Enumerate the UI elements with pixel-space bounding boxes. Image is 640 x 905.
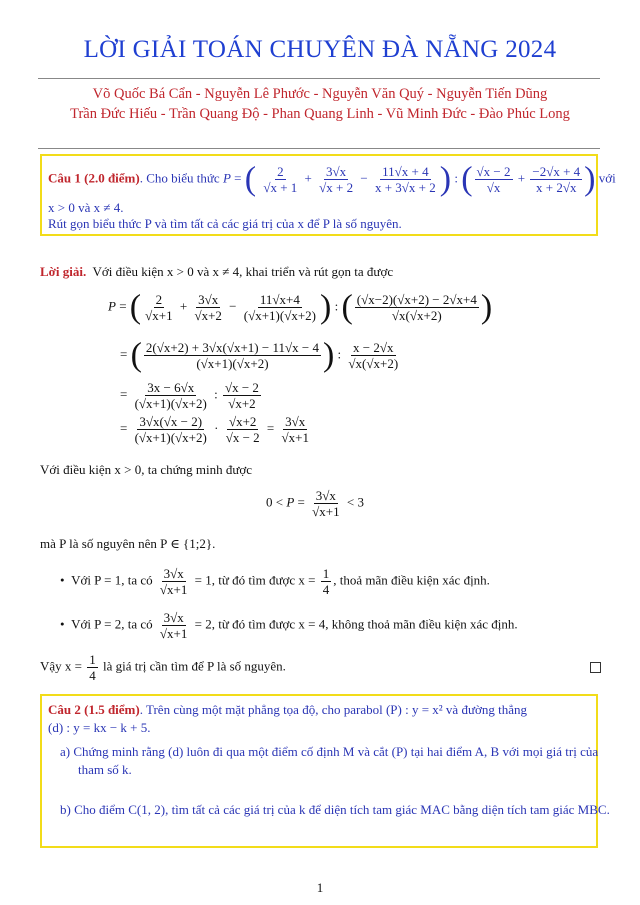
equation-step-4: = $\frac{3√x(√x - 2)}{(√x+1)(√x+2)}$ · $\frac{√x+2}{√x - 2}$ = $\frac{3√x}{√x+1}$ bbox=[120, 414, 309, 445]
solution-condition-2: Với điều kiện x > 0, ta chứng minh được bbox=[40, 462, 253, 477]
authors-line-2: Trần Đức Hiếu - Trần Quang Độ - Phan Quang Linh - Vũ Minh Đức - Đào Phúc Long bbox=[70, 106, 570, 122]
question-2-label: Câu 2 (1.5 điểm) bbox=[48, 702, 140, 717]
solution-intro: Lời giải. Với điều kiện x > 0 và x ≠ 4, khai triển và rút gọn ta được bbox=[40, 264, 394, 279]
question-1-label: Câu 1 (2.0 điểm) bbox=[48, 170, 140, 186]
top-rule bbox=[38, 78, 600, 79]
solution-label: Lời giải. bbox=[40, 264, 87, 279]
conclusion: Vậy x = $\frac{1}{4}$ là giá trị cần tìm để P là số nguyên. bbox=[40, 652, 286, 683]
bottom-rule bbox=[38, 148, 600, 149]
authors-line-1: Võ Quốc Bá Cẩn - Nguyễn Lê Phước - Nguyễn Văn Quý - Nguyễn Tiến Dũng bbox=[92, 86, 548, 102]
question-2-line: (d) : y = kx − k + 5. bbox=[48, 720, 151, 735]
question-2-part-a-cont: tham số k. bbox=[78, 762, 132, 777]
page-title: LỜI GIẢI TOÁN CHUYÊN ĐÀ NẴNG 2024 bbox=[83, 36, 557, 63]
inequality: 0 < P = $\frac{3√x}{√x+1}$ < 3 bbox=[266, 488, 364, 519]
question-1-task: Rút gọn biểu thức P và tìm tất cả các giá trị của x để P là số nguyên. bbox=[48, 216, 402, 231]
equation-step-3: = $\frac{3x - 6√x}{(√x+1)(√x+2)}$ : $\frac{√x - 2}{√x+2}$ bbox=[120, 380, 259, 411]
question-1-statement: Câu 1 (2.0 điểm). Cho biểu thức P = ( $\frac{2}{√x + 1}$ + $\frac{3√x}{√x + 2}$ − $\frac{11√x + 4}{x + 3√x + 2}$ ) : ( $\frac{√x - 2}{√x}$ + $\frac{-2√x + 4}{x + 2√x}$ ) với bbox=[48, 160, 616, 198]
question-2-box bbox=[40, 694, 610, 848]
question-1-condition: x > 0 và x ≠ 4. bbox=[48, 200, 124, 215]
question-2-part-b: b) Cho điểm C(1, 2), tìm tất cả các giá trị của k để diện tích tam giác MAC bằng diện tích tam giác MBC. bbox=[60, 802, 610, 817]
integer-statement: mà P là số nguyên nên P ∈ {1;2}. bbox=[40, 536, 216, 551]
page-number: 1 bbox=[316, 880, 324, 895]
question-2-statement: Câu 2 (1.5 điểm). Trên cùng một mặt phẳng tọa độ, cho parabol (P) : y = x² và đường thẳng bbox=[48, 702, 528, 717]
qed-square-icon bbox=[590, 662, 601, 673]
question-1-box bbox=[40, 154, 616, 236]
equation-step-1: P = ( $\frac{2}{√x+1}$ + $\frac{3√x}{√x+2}$ − $\frac{11√x+4}{(√x+1)(√x+2)}$ ) : ( $\frac{(√x-2)(√x+2) - 2√x+4}{√x(√x+2)}$ ) bbox=[108, 288, 493, 326]
question-2-part-a: a) Chứng minh rằng (d) luôn đi qua một điểm cố định M và cắt (P) tại hai điểm A, B với mọi giá trị của bbox=[60, 744, 599, 759]
case-2: • Với P = 2, ta có $\frac{3√x}{√x+1}$ = 2, từ đó tìm được x = 4, không thoả mãn điều kiện xác định. bbox=[60, 610, 518, 641]
case-1: • Với P = 1, ta có $\frac{3√x}{√x+1}$ = 1, từ đó tìm được x = $\frac{1}{4}$ , thoả mãn điều kiện xác định. bbox=[60, 566, 490, 597]
equation-step-2: = ( $\frac{2(√x+2) + 3√x(√x+1) - 11√x - 4}{(√x+1)(√x+2)}$ ) : $\frac{x - 2√x}{√x(√x+2)}$ bbox=[120, 336, 399, 374]
